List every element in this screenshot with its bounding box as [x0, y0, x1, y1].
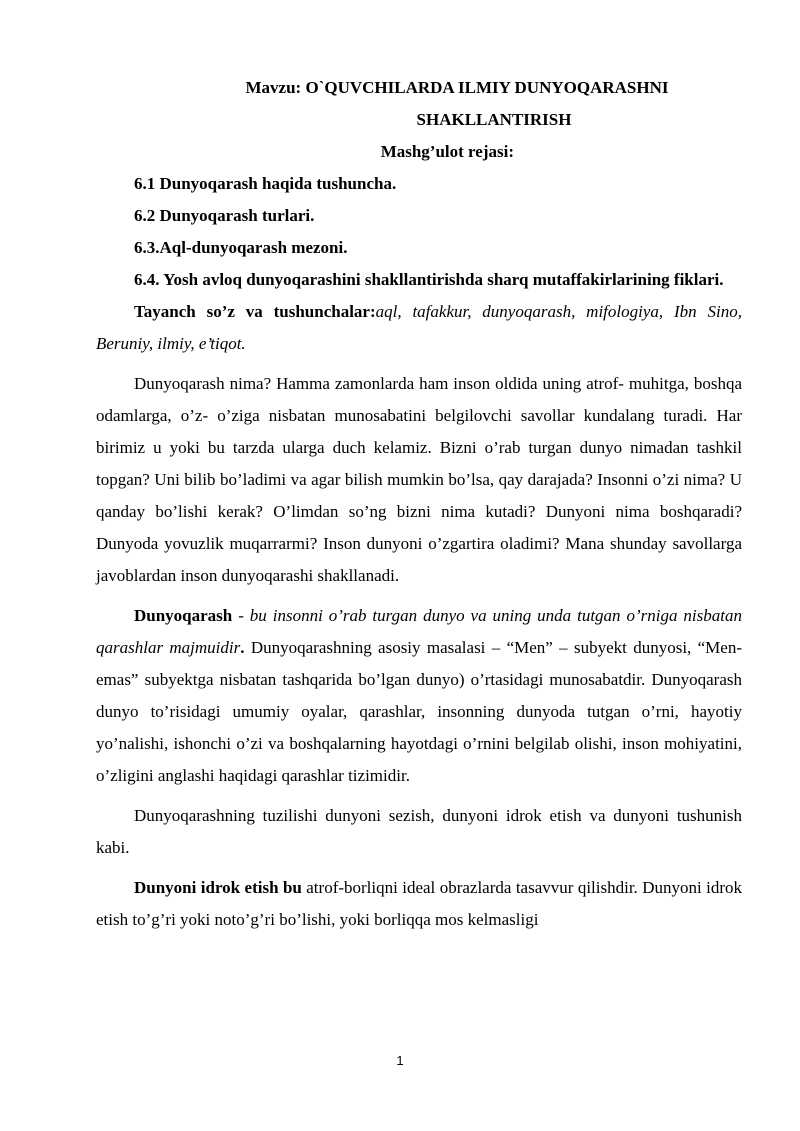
paragraph-what-is-worldview: Dunyoqarash nima? Hamma zamonlarda ham inson oldida uning atrof- muhitga, boshqa odamlarga, o’z- o’ziga nisbatan munosabatini belgilovchi savollar kundalang turadi. Har birimiz u yoki bu tarzda ularga duch kelamiz. Bizni o’rab turgan dunyo nimadan tashkil topgan? Uni bilib bo’ladimi va agar bilish mumkin bo’lsa, qay darajada? Insonni o’zi nima? U qanday bo’lishi kerak? O’limdan so’ng bizni nima kutadi? Dunyoni nima boshqaradi? Dunyoda yovuzlik muqarrarmi? Inson dunyoni o’zgartira oladimi? Mana shunday savollarga javoblardan inson dunyoqarashi shakllanadi.	[96, 374, 742, 585]
paragraph-worldview-definition	[96, 600, 742, 792]
plan-heading: Mashg’ulot rejasi:	[380, 142, 514, 161]
definition-period: .	[240, 638, 245, 657]
paragraph-worldview-structure: Dunyoqarashning tuzilishi dunyoni sezish, dunyoni idrok etish va dunyoni tushunish kabi.	[96, 806, 742, 857]
definition-dash: -	[232, 606, 250, 625]
plan-item-3: 6.3.Aql-dunyoqarash mezoni.	[134, 238, 348, 257]
definition-term: Dunyoqarash	[134, 606, 233, 625]
plan-item-1: 6.1 Dunyoqarash haqida tushuncha.	[134, 174, 397, 193]
page-number: 1	[396, 1053, 404, 1068]
perception-term: Dunyoni idrok etish bu	[134, 878, 302, 897]
perception-rest: atrof-borliqni ideal obrazlarda tasavvur qilishdir. Dunyoni idrok etish to’g’ri yoki noto’g’ri bo’lishi, yoki borliqqa mos kelmasligi	[96, 878, 742, 929]
document-page	[96, 72, 742, 936]
keywords-label: Tayanch so’z va tushunchalar:	[134, 302, 376, 321]
definition-rest: Dunyoqarashning asosiy masalasi – “Men” – subyekt dunyosi, “Men- emas” subyektga nisbatan tashqarida bo’lgan dunyo) o’rtasidagi munosabatdir. Dunyoqarash dunyo to’risidagi umumiy oyalar, qarashlar, insonning dunyoda tutgan o’rni, hayotiy yo’nalishi, ishonchi o’zi va boshqalarning hayotdagi o’rnini belgilab olishi, inson mohiyatini, o’zligini anglashi haqidagi qarashlar tizimidir.	[96, 638, 742, 785]
paragraph-perception	[96, 872, 742, 936]
keywords-paragraph	[96, 296, 742, 360]
plan-item-4: 6.4. Yosh avloq dunyoqarashini shakllantirishda sharq mutaffakirlarining fiklari.	[134, 270, 724, 289]
title-line-2: SHAKLLANTIRISH	[416, 110, 572, 129]
keywords-list: aql, tafakkur, dunyoqarash, mifologiya, Ibn Sino, Beruniy, ilmiy, e’tiqot.	[96, 302, 742, 353]
title-line-1: Mavzu: O`QUVCHILARDA ILMIY DUNYOQARASHNI	[245, 78, 669, 97]
plan-item-2: 6.2 Dunyoqarash turlari.	[134, 206, 315, 225]
definition-text: bu insonni o’rab turgan dunyo va uning unda tutgan o’rniga nisbatan qarashlar majmuidir	[96, 606, 742, 657]
document-title	[96, 72, 742, 136]
